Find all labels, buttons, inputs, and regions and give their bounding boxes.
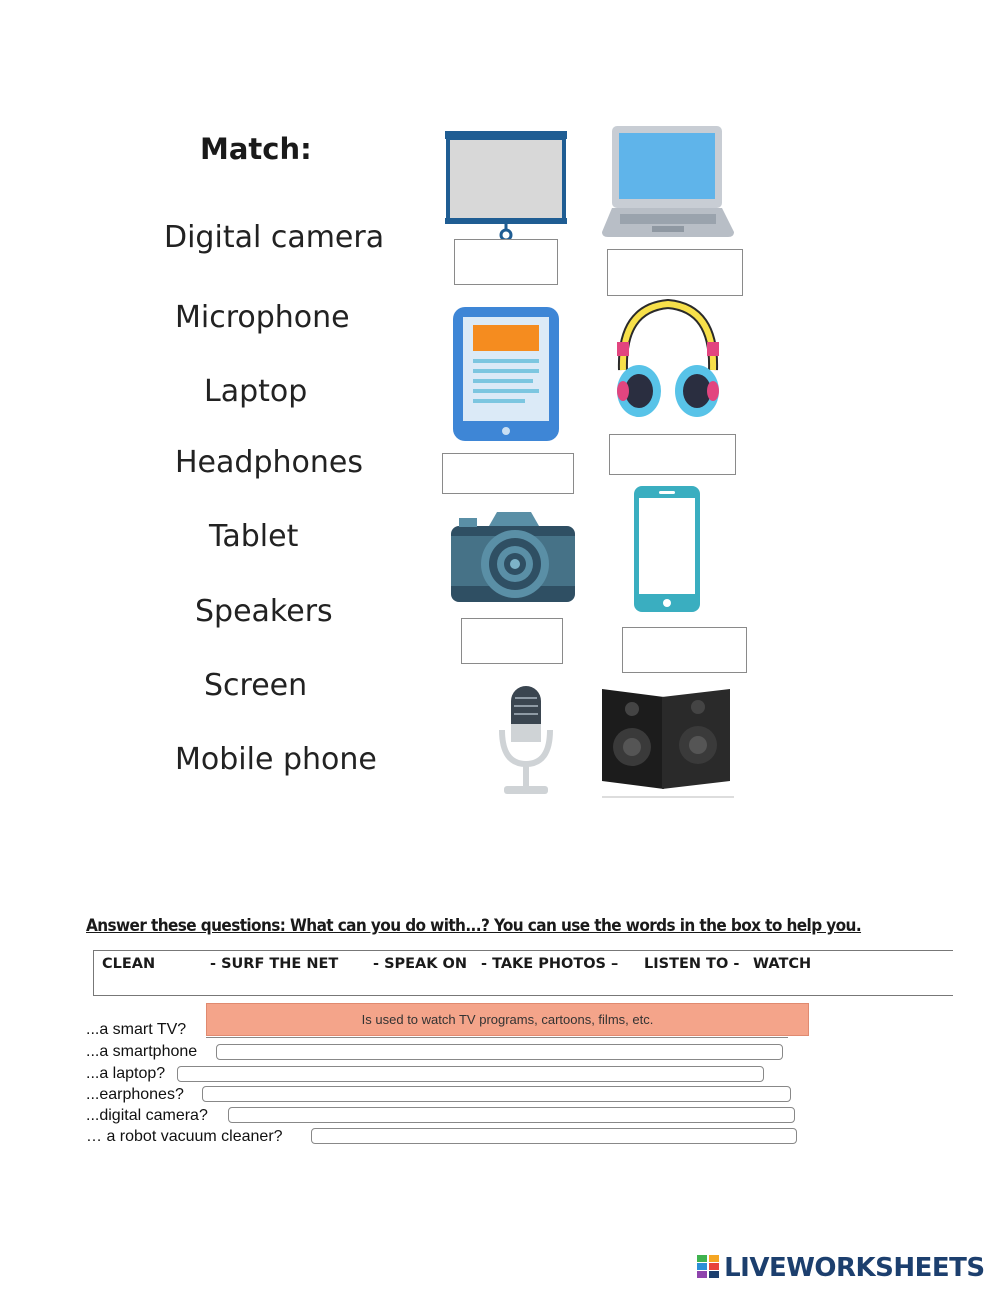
questions-heading: Answer these questions: What can you do with...? You can use the words in the box to help you.: [86, 916, 862, 936]
laptop-icon: [600, 124, 736, 240]
answer-box-mobile-phone[interactable]: [622, 627, 747, 673]
mobile-phone-icon: [632, 484, 702, 614]
word-headphones: Headphones: [175, 445, 363, 480]
word-screen: Screen: [204, 668, 308, 703]
answer-box-laptop[interactable]: [607, 249, 743, 296]
question-line-smart-tv: [206, 1037, 788, 1038]
answer-box-tablet[interactable]: [442, 453, 574, 494]
word-box-take-photos: - TAKE PHOTOS –: [481, 956, 619, 972]
camera-icon: [449, 508, 577, 606]
answer-field-robot-vacuum[interactable]: [311, 1128, 797, 1144]
microphone-icon: [496, 684, 556, 798]
answer-field-laptop[interactable]: [177, 1066, 764, 1082]
word-box-speak-on: - SPEAK ON: [373, 956, 468, 972]
word-mobile-phone: Mobile phone: [175, 742, 377, 777]
word-speakers: Speakers: [195, 594, 333, 629]
answer-smart-tv[interactable]: Is used to watch TV programs, cartoons, films, etc.: [206, 1003, 809, 1036]
projector-screen-icon: [443, 128, 569, 243]
question-label-earphones: ...earphones?: [86, 1086, 184, 1103]
liveworksheets-logo: [697, 1253, 985, 1283]
match-title: Match:: [200, 132, 312, 166]
word-box-listen-to: LISTEN TO -: [644, 956, 740, 972]
word-box-surf-the-net: - SURF THE NET: [210, 956, 339, 972]
word-laptop: Laptop: [204, 374, 308, 409]
answer-box-projector[interactable]: [454, 239, 558, 285]
question-label-laptop: ...a laptop?: [86, 1065, 166, 1082]
question-label-smart-tv: ...a smart TV?: [86, 1021, 187, 1038]
speakers-icon: [598, 685, 734, 800]
tablet-icon: [451, 305, 561, 443]
word-box-clean: CLEAN: [102, 956, 156, 972]
answer-field-smartphone[interactable]: [216, 1044, 783, 1060]
question-label-robot-vacuum: … a robot vacuum cleaner?: [86, 1128, 283, 1145]
logo-mark-icon: [697, 1255, 719, 1279]
word-digital-camera: Digital camera: [164, 220, 385, 255]
word-microphone: Microphone: [175, 300, 350, 335]
question-label-digital-camera: ...digital camera?: [86, 1107, 208, 1124]
answer-box-headphones[interactable]: [609, 434, 736, 475]
headphones-icon: [613, 298, 723, 423]
answer-field-earphones[interactable]: [202, 1086, 791, 1102]
question-label-smartphone: ...a smartphone: [86, 1043, 198, 1060]
logo-text: LIVEWORKSHEETS: [724, 1253, 985, 1283]
answer-box-camera[interactable]: [461, 618, 563, 664]
word-tablet: Tablet: [209, 519, 299, 554]
word-box-watch: WATCH: [753, 956, 812, 972]
answer-field-digital-camera[interactable]: [228, 1107, 795, 1123]
